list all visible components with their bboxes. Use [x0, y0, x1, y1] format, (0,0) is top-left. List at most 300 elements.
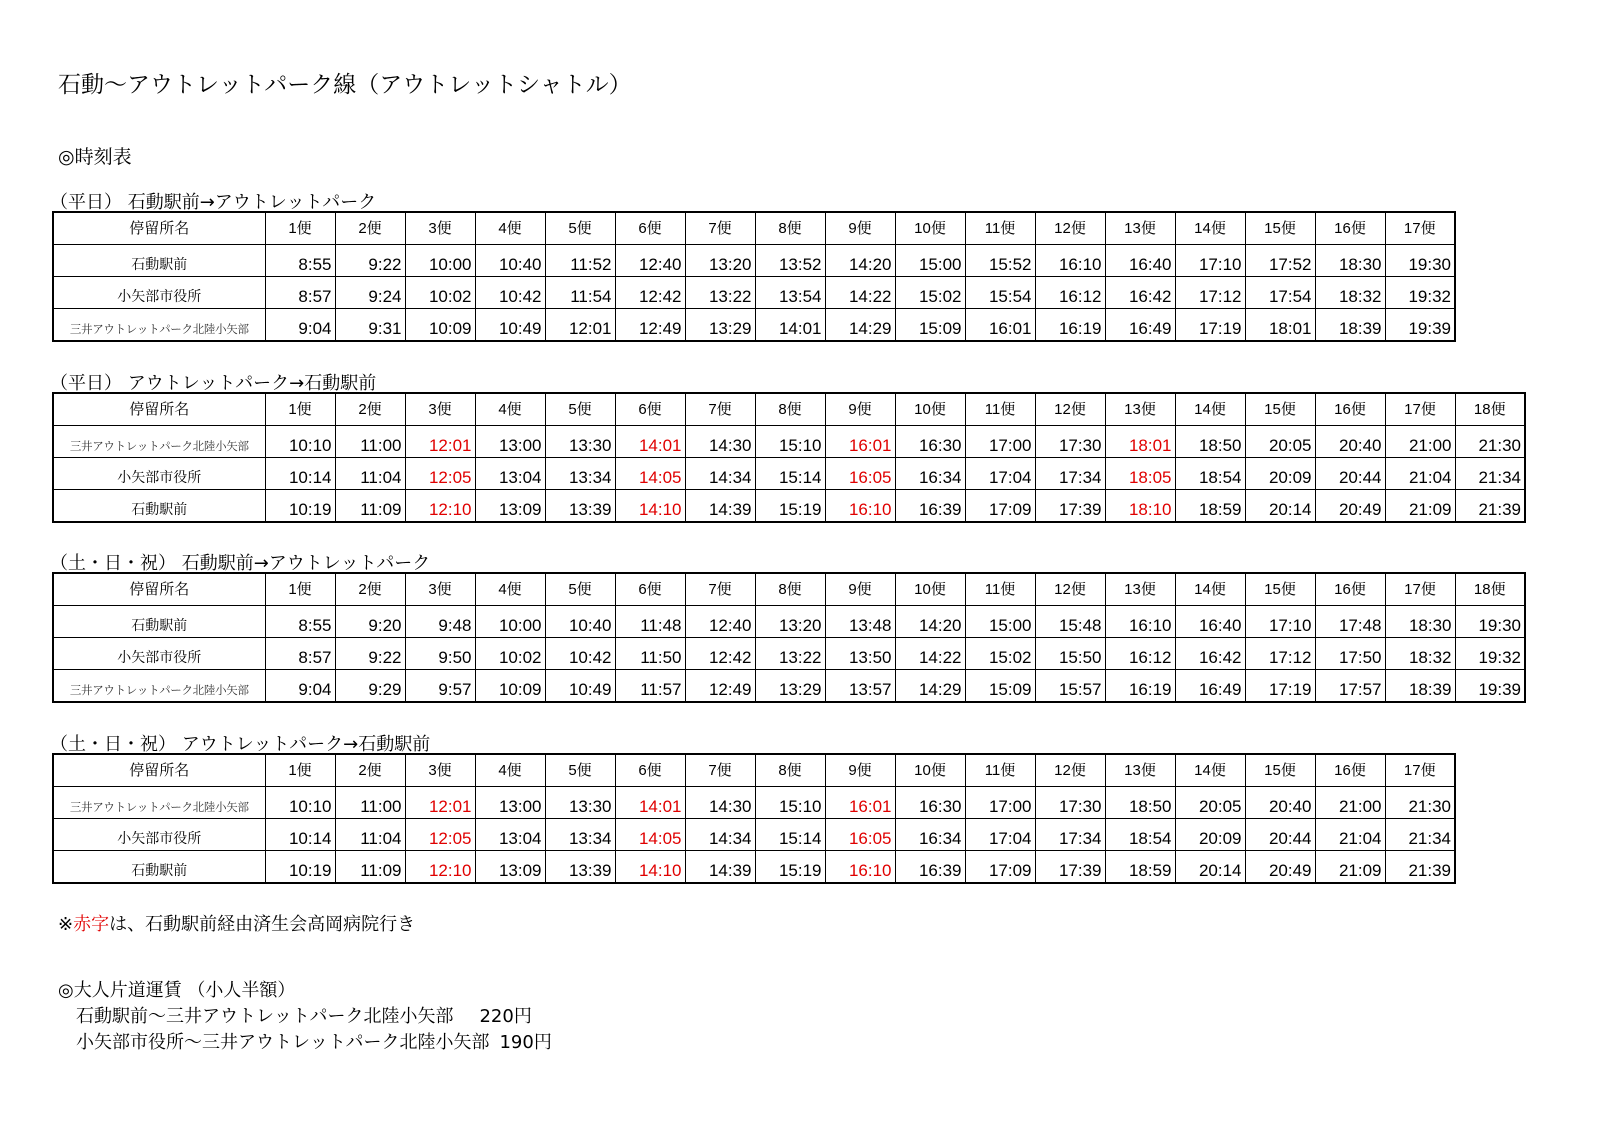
stop-name: 小矢部市役所 — [53, 458, 265, 490]
departure-time: 16:10 — [1035, 245, 1105, 277]
departure-time: 11:09 — [335, 851, 405, 884]
departure-time: 15:54 — [965, 277, 1035, 309]
departure-time: 10:49 — [475, 309, 545, 342]
departure-time: 10:02 — [475, 638, 545, 670]
trip-number-header: 10便 — [895, 393, 965, 426]
departure-time: 10:42 — [545, 638, 615, 670]
departure-time: 13:04 — [475, 458, 545, 490]
departure-time: 20:40 — [1245, 787, 1315, 819]
trip-number-header: 17便 — [1385, 754, 1455, 787]
departure-time: 17:57 — [1315, 670, 1385, 703]
stop-name-header: 停留所名 — [53, 754, 265, 787]
trip-number-header: 1便 — [265, 754, 335, 787]
departure-time: 11:52 — [545, 245, 615, 277]
departure-time: 20:44 — [1315, 458, 1385, 490]
trip-number-header: 9便 — [825, 393, 895, 426]
departure-time: 21:39 — [1385, 851, 1455, 884]
departure-time: 13:20 — [685, 245, 755, 277]
trip-number-header: 16便 — [1315, 754, 1385, 787]
departure-time: 12:05 — [405, 819, 475, 851]
departure-time: 11:54 — [545, 277, 615, 309]
departure-time: 21:00 — [1315, 787, 1385, 819]
departure-time: 18:30 — [1385, 606, 1455, 638]
departure-time: 17:19 — [1245, 670, 1315, 703]
trip-number-header: 5便 — [545, 573, 615, 606]
departure-time: 12:10 — [405, 851, 475, 884]
trip-number-header: 16便 — [1315, 212, 1385, 245]
departure-time: 14:01 — [755, 309, 825, 342]
departure-time: 16:39 — [895, 851, 965, 884]
departure-time: 11:00 — [335, 787, 405, 819]
departure-time: 13:20 — [755, 606, 825, 638]
trip-number-header: 13便 — [1105, 754, 1175, 787]
trip-number-header: 11便 — [965, 573, 1035, 606]
departure-time: 14:05 — [615, 819, 685, 851]
departure-time: 21:30 — [1455, 426, 1525, 458]
departure-time: 13:09 — [475, 490, 545, 523]
departure-time: 9:04 — [265, 309, 335, 342]
trip-number-header: 10便 — [895, 573, 965, 606]
departure-time: 14:34 — [685, 819, 755, 851]
departure-time: 10:14 — [265, 458, 335, 490]
departure-time: 18:10 — [1105, 490, 1175, 523]
fare-route: 小矢部市役所～三井アウトレットパーク北陸小矢部 — [76, 1032, 490, 1053]
departure-time: 16:42 — [1105, 277, 1175, 309]
departure-time: 15:10 — [755, 787, 825, 819]
departure-time: 10:19 — [265, 851, 335, 884]
trip-number-header: 17便 — [1385, 393, 1455, 426]
trip-number-header: 18便 — [1455, 393, 1525, 426]
trip-number-header: 8便 — [755, 573, 825, 606]
departure-time: 21:04 — [1315, 819, 1385, 851]
departure-time: 19:32 — [1385, 277, 1455, 309]
trip-number-header: 4便 — [475, 754, 545, 787]
trip-number-header: 17便 — [1385, 212, 1455, 245]
departure-time: 16:40 — [1105, 245, 1175, 277]
fare-heading: ◎大人片道運賃 （小人半額） — [58, 980, 296, 1001]
departure-time: 13:57 — [825, 670, 895, 703]
departure-time: 17:52 — [1245, 245, 1315, 277]
section-label-holiday-outbound: （土・日・祝） 石動駅前→アウトレットパーク — [50, 553, 431, 574]
table-row — [53, 851, 1455, 884]
departure-time: 18:50 — [1175, 426, 1245, 458]
departure-time: 13:48 — [825, 606, 895, 638]
trip-number-header: 1便 — [265, 573, 335, 606]
departure-time: 9:20 — [335, 606, 405, 638]
stop-name-header: 停留所名 — [53, 393, 265, 426]
trip-number-header: 11便 — [965, 212, 1035, 245]
timetable-weekday-outbound — [52, 211, 1456, 342]
departure-time: 16:30 — [895, 426, 965, 458]
departure-time: 19:30 — [1455, 606, 1525, 638]
departure-time: 17:12 — [1245, 638, 1315, 670]
stop-name: 三井アウトレットパーク北陸小矢部 — [53, 670, 265, 703]
trip-number-header: 13便 — [1105, 393, 1175, 426]
note-rest: は、石動駅前経由済生会高岡病院行き — [109, 914, 416, 935]
trip-number-header: 11便 — [965, 393, 1035, 426]
departure-time: 21:34 — [1385, 819, 1455, 851]
departure-time: 13:00 — [475, 426, 545, 458]
departure-time: 10:40 — [545, 606, 615, 638]
table-row — [53, 819, 1455, 851]
departure-time: 15:02 — [895, 277, 965, 309]
departure-time: 11:57 — [615, 670, 685, 703]
trip-number-header: 8便 — [755, 393, 825, 426]
departure-time: 12:49 — [685, 670, 755, 703]
departure-time: 9:48 — [405, 606, 475, 638]
departure-time: 15:14 — [755, 458, 825, 490]
departure-time: 15:14 — [755, 819, 825, 851]
section-label-weekday-inbound: （平日） アウトレットパーク→石動駅前 — [50, 373, 377, 394]
departure-time: 10:02 — [405, 277, 475, 309]
departure-time: 11:04 — [335, 819, 405, 851]
departure-time: 17:39 — [1035, 490, 1105, 523]
trip-number-header: 5便 — [545, 393, 615, 426]
departure-time: 13:52 — [755, 245, 825, 277]
fare-line-2 — [76, 1028, 552, 1054]
trip-number-header: 6便 — [615, 212, 685, 245]
departure-time: 13:39 — [545, 851, 615, 884]
departure-time: 17:50 — [1315, 638, 1385, 670]
departure-time: 14:29 — [825, 309, 895, 342]
departure-time: 10:09 — [405, 309, 475, 342]
departure-time: 18:59 — [1105, 851, 1175, 884]
stop-name: 石動駅前 — [53, 606, 265, 638]
departure-time: 17:12 — [1175, 277, 1245, 309]
departure-time: 16:49 — [1175, 670, 1245, 703]
trip-number-header: 2便 — [335, 573, 405, 606]
trip-number-header: 18便 — [1455, 573, 1525, 606]
trip-number-header: 3便 — [405, 573, 475, 606]
departure-time: 13:09 — [475, 851, 545, 884]
trip-number-header: 10便 — [895, 754, 965, 787]
departure-time: 11:09 — [335, 490, 405, 523]
departure-time: 13:29 — [755, 670, 825, 703]
trip-number-header: 3便 — [405, 393, 475, 426]
departure-time: 15:50 — [1035, 638, 1105, 670]
departure-time: 15:48 — [1035, 606, 1105, 638]
departure-time: 13:30 — [545, 787, 615, 819]
departure-time: 15:09 — [895, 309, 965, 342]
departure-time: 14:05 — [615, 458, 685, 490]
header-row — [53, 754, 1455, 787]
departure-time: 20:09 — [1175, 819, 1245, 851]
departure-time: 11:00 — [335, 426, 405, 458]
departure-time: 20:14 — [1245, 490, 1315, 523]
trip-number-header: 12便 — [1035, 754, 1105, 787]
header-row — [53, 393, 1525, 426]
departure-time: 14:34 — [685, 458, 755, 490]
table-row — [53, 309, 1455, 342]
trip-number-header: 12便 — [1035, 573, 1105, 606]
departure-time: 17:19 — [1175, 309, 1245, 342]
departure-time: 8:57 — [265, 638, 335, 670]
departure-time: 13:29 — [685, 309, 755, 342]
fare-price: 190円 — [499, 1032, 552, 1053]
departure-time: 13:00 — [475, 787, 545, 819]
departure-time: 18:01 — [1105, 426, 1175, 458]
departure-time: 16:01 — [825, 426, 895, 458]
departure-time: 20:05 — [1175, 787, 1245, 819]
note-red-text: 赤字 — [73, 914, 110, 935]
departure-time: 18:39 — [1385, 670, 1455, 703]
departure-time: 21:09 — [1385, 490, 1455, 523]
departure-time: 18:05 — [1105, 458, 1175, 490]
trip-number-header: 16便 — [1315, 573, 1385, 606]
departure-time: 9:24 — [335, 277, 405, 309]
trip-number-header: 9便 — [825, 754, 895, 787]
trip-number-header: 15便 — [1245, 573, 1315, 606]
note-prefix: ※ — [58, 914, 74, 935]
departure-time: 20:49 — [1245, 851, 1315, 884]
departure-time: 10:14 — [265, 819, 335, 851]
departure-time: 21:34 — [1455, 458, 1525, 490]
departure-time: 16:10 — [825, 851, 895, 884]
table-row — [53, 670, 1525, 703]
trip-number-header: 4便 — [475, 212, 545, 245]
stop-name-header: 停留所名 — [53, 212, 265, 245]
departure-time: 15:00 — [965, 606, 1035, 638]
table-row — [53, 426, 1525, 458]
departure-time: 19:39 — [1385, 309, 1455, 342]
departure-time: 17:30 — [1035, 787, 1105, 819]
departure-time: 16:01 — [965, 309, 1035, 342]
departure-time: 17:34 — [1035, 819, 1105, 851]
departure-time: 12:10 — [405, 490, 475, 523]
departure-time: 16:10 — [1105, 606, 1175, 638]
trip-number-header: 1便 — [265, 393, 335, 426]
trip-number-header: 3便 — [405, 212, 475, 245]
departure-time: 10:49 — [545, 670, 615, 703]
trip-number-header: 14便 — [1175, 212, 1245, 245]
departure-time: 10:00 — [405, 245, 475, 277]
departure-time: 20:44 — [1245, 819, 1315, 851]
departure-time: 18:01 — [1245, 309, 1315, 342]
departure-time: 15:19 — [755, 490, 825, 523]
departure-time: 20:40 — [1315, 426, 1385, 458]
departure-time: 18:30 — [1315, 245, 1385, 277]
departure-time: 11:04 — [335, 458, 405, 490]
departure-time: 9:31 — [335, 309, 405, 342]
departure-time: 12:42 — [615, 277, 685, 309]
departure-time: 16:01 — [825, 787, 895, 819]
departure-time: 17:04 — [965, 819, 1035, 851]
stop-name: 三井アウトレットパーク北陸小矢部 — [53, 426, 265, 458]
trip-number-header: 3便 — [405, 754, 475, 787]
section-label-holiday-inbound: （土・日・祝） アウトレットパーク→石動駅前 — [50, 734, 431, 755]
trip-number-header: 14便 — [1175, 754, 1245, 787]
departure-time: 16:12 — [1105, 638, 1175, 670]
departure-time: 18:32 — [1385, 638, 1455, 670]
departure-time: 16:49 — [1105, 309, 1175, 342]
departure-time: 13:34 — [545, 458, 615, 490]
stop-name: 石動駅前 — [53, 490, 265, 523]
departure-time: 14:01 — [615, 787, 685, 819]
departure-time: 10:00 — [475, 606, 545, 638]
departure-time: 10:40 — [475, 245, 545, 277]
table-row — [53, 638, 1525, 670]
table-row — [53, 490, 1525, 523]
departure-time: 21:00 — [1385, 426, 1455, 458]
trip-number-header: 4便 — [475, 573, 545, 606]
departure-time: 13:34 — [545, 819, 615, 851]
stop-name: 小矢部市役所 — [53, 819, 265, 851]
departure-time: 14:30 — [685, 787, 755, 819]
trip-number-header: 9便 — [825, 212, 895, 245]
departure-time: 19:32 — [1455, 638, 1525, 670]
departure-time: 20:14 — [1175, 851, 1245, 884]
departure-time: 16:34 — [895, 819, 965, 851]
trip-number-header: 12便 — [1035, 212, 1105, 245]
page-title: 石動～アウトレットパーク線（アウトレットシャトル） — [58, 72, 632, 98]
trip-number-header: 7便 — [685, 573, 755, 606]
stop-name-header: 停留所名 — [53, 573, 265, 606]
departure-time: 11:48 — [615, 606, 685, 638]
stop-name: 小矢部市役所 — [53, 277, 265, 309]
departure-time: 21:09 — [1315, 851, 1385, 884]
stop-name: 石動駅前 — [53, 851, 265, 884]
departure-time: 13:54 — [755, 277, 825, 309]
departure-time: 17:34 — [1035, 458, 1105, 490]
departure-time: 16:12 — [1035, 277, 1105, 309]
red-text-note — [58, 910, 415, 936]
departure-time: 15:09 — [965, 670, 1035, 703]
trip-number-header: 8便 — [755, 212, 825, 245]
departure-time: 14:10 — [615, 851, 685, 884]
departure-time: 14:20 — [825, 245, 895, 277]
trip-number-header: 5便 — [545, 754, 615, 787]
trip-number-header: 2便 — [335, 212, 405, 245]
departure-time: 12:01 — [405, 426, 475, 458]
departure-time: 14:20 — [895, 606, 965, 638]
departure-time: 17:10 — [1175, 245, 1245, 277]
departure-time: 14:01 — [615, 426, 685, 458]
departure-time: 14:39 — [685, 490, 755, 523]
departure-time: 18:54 — [1105, 819, 1175, 851]
departure-time: 16:40 — [1175, 606, 1245, 638]
departure-time: 9:29 — [335, 670, 405, 703]
departure-time: 9:22 — [335, 245, 405, 277]
trip-number-header: 11便 — [965, 754, 1035, 787]
trip-number-header: 2便 — [335, 754, 405, 787]
trip-number-header: 17便 — [1385, 573, 1455, 606]
departure-time: 17:48 — [1315, 606, 1385, 638]
departure-time: 18:39 — [1315, 309, 1385, 342]
trip-number-header: 7便 — [685, 212, 755, 245]
departure-time: 14:30 — [685, 426, 755, 458]
trip-number-header: 1便 — [265, 212, 335, 245]
departure-time: 14:22 — [895, 638, 965, 670]
trip-number-header: 7便 — [685, 754, 755, 787]
timetable-holiday-outbound — [52, 572, 1526, 703]
trip-number-header: 14便 — [1175, 393, 1245, 426]
departure-time: 21:30 — [1385, 787, 1455, 819]
stop-name: 小矢部市役所 — [53, 638, 265, 670]
departure-time: 14:10 — [615, 490, 685, 523]
departure-time: 16:19 — [1105, 670, 1175, 703]
departure-time: 18:32 — [1315, 277, 1385, 309]
trip-number-header: 6便 — [615, 754, 685, 787]
departure-time: 14:22 — [825, 277, 895, 309]
trip-number-header: 7便 — [685, 393, 755, 426]
departure-time: 10:09 — [475, 670, 545, 703]
trip-number-header: 5便 — [545, 212, 615, 245]
departure-time: 16:10 — [825, 490, 895, 523]
departure-time: 17:09 — [965, 490, 1035, 523]
departure-time: 17:00 — [965, 426, 1035, 458]
departure-time: 15:57 — [1035, 670, 1105, 703]
timetable-weekday-inbound — [52, 392, 1526, 523]
departure-time: 9:57 — [405, 670, 475, 703]
departure-time: 12:40 — [685, 606, 755, 638]
header-row — [53, 212, 1455, 245]
trip-number-header: 14便 — [1175, 573, 1245, 606]
departure-time: 10:42 — [475, 277, 545, 309]
departure-time: 18:50 — [1105, 787, 1175, 819]
departure-time: 13:22 — [685, 277, 755, 309]
departure-time: 15:52 — [965, 245, 1035, 277]
trip-number-header: 6便 — [615, 393, 685, 426]
trip-number-header: 15便 — [1245, 754, 1315, 787]
fare-price: 220円 — [479, 1006, 532, 1027]
stop-name: 三井アウトレットパーク北陸小矢部 — [53, 309, 265, 342]
departure-time: 14:29 — [895, 670, 965, 703]
departure-time: 12:05 — [405, 458, 475, 490]
departure-time: 16:19 — [1035, 309, 1105, 342]
departure-time: 10:10 — [265, 426, 335, 458]
departure-time: 9:22 — [335, 638, 405, 670]
departure-time: 8:57 — [265, 277, 335, 309]
departure-time: 15:00 — [895, 245, 965, 277]
section-label-weekday-outbound: （平日） 石動駅前→アウトレットパーク — [50, 192, 377, 213]
table-row — [53, 787, 1455, 819]
departure-time: 18:59 — [1175, 490, 1245, 523]
trip-number-header: 8便 — [755, 754, 825, 787]
departure-time: 10:19 — [265, 490, 335, 523]
departure-time: 16:42 — [1175, 638, 1245, 670]
departure-time: 13:30 — [545, 426, 615, 458]
header-row — [53, 573, 1525, 606]
departure-time: 8:55 — [265, 245, 335, 277]
departure-time: 21:04 — [1385, 458, 1455, 490]
departure-time: 15:10 — [755, 426, 825, 458]
departure-time: 12:01 — [545, 309, 615, 342]
departure-time: 17:54 — [1245, 277, 1315, 309]
fare-line-1 — [76, 1002, 532, 1028]
departure-time: 16:34 — [895, 458, 965, 490]
departure-time: 19:30 — [1385, 245, 1455, 277]
departure-time: 17:10 — [1245, 606, 1315, 638]
timetable-heading: ◎時刻表 — [58, 146, 132, 168]
departure-time: 13:39 — [545, 490, 615, 523]
departure-time: 20:05 — [1245, 426, 1315, 458]
departure-time: 17:09 — [965, 851, 1035, 884]
departure-time: 13:04 — [475, 819, 545, 851]
stop-name: 三井アウトレットパーク北陸小矢部 — [53, 787, 265, 819]
departure-time: 17:00 — [965, 787, 1035, 819]
trip-number-header: 13便 — [1105, 573, 1175, 606]
departure-time: 10:10 — [265, 787, 335, 819]
trip-number-header: 6便 — [615, 573, 685, 606]
departure-time: 9:04 — [265, 670, 335, 703]
departure-time: 21:39 — [1455, 490, 1525, 523]
departure-time: 18:54 — [1175, 458, 1245, 490]
departure-time: 16:05 — [825, 819, 895, 851]
trip-number-header: 4便 — [475, 393, 545, 426]
trip-number-header: 9便 — [825, 573, 895, 606]
departure-time: 20:49 — [1315, 490, 1385, 523]
departure-time: 16:39 — [895, 490, 965, 523]
